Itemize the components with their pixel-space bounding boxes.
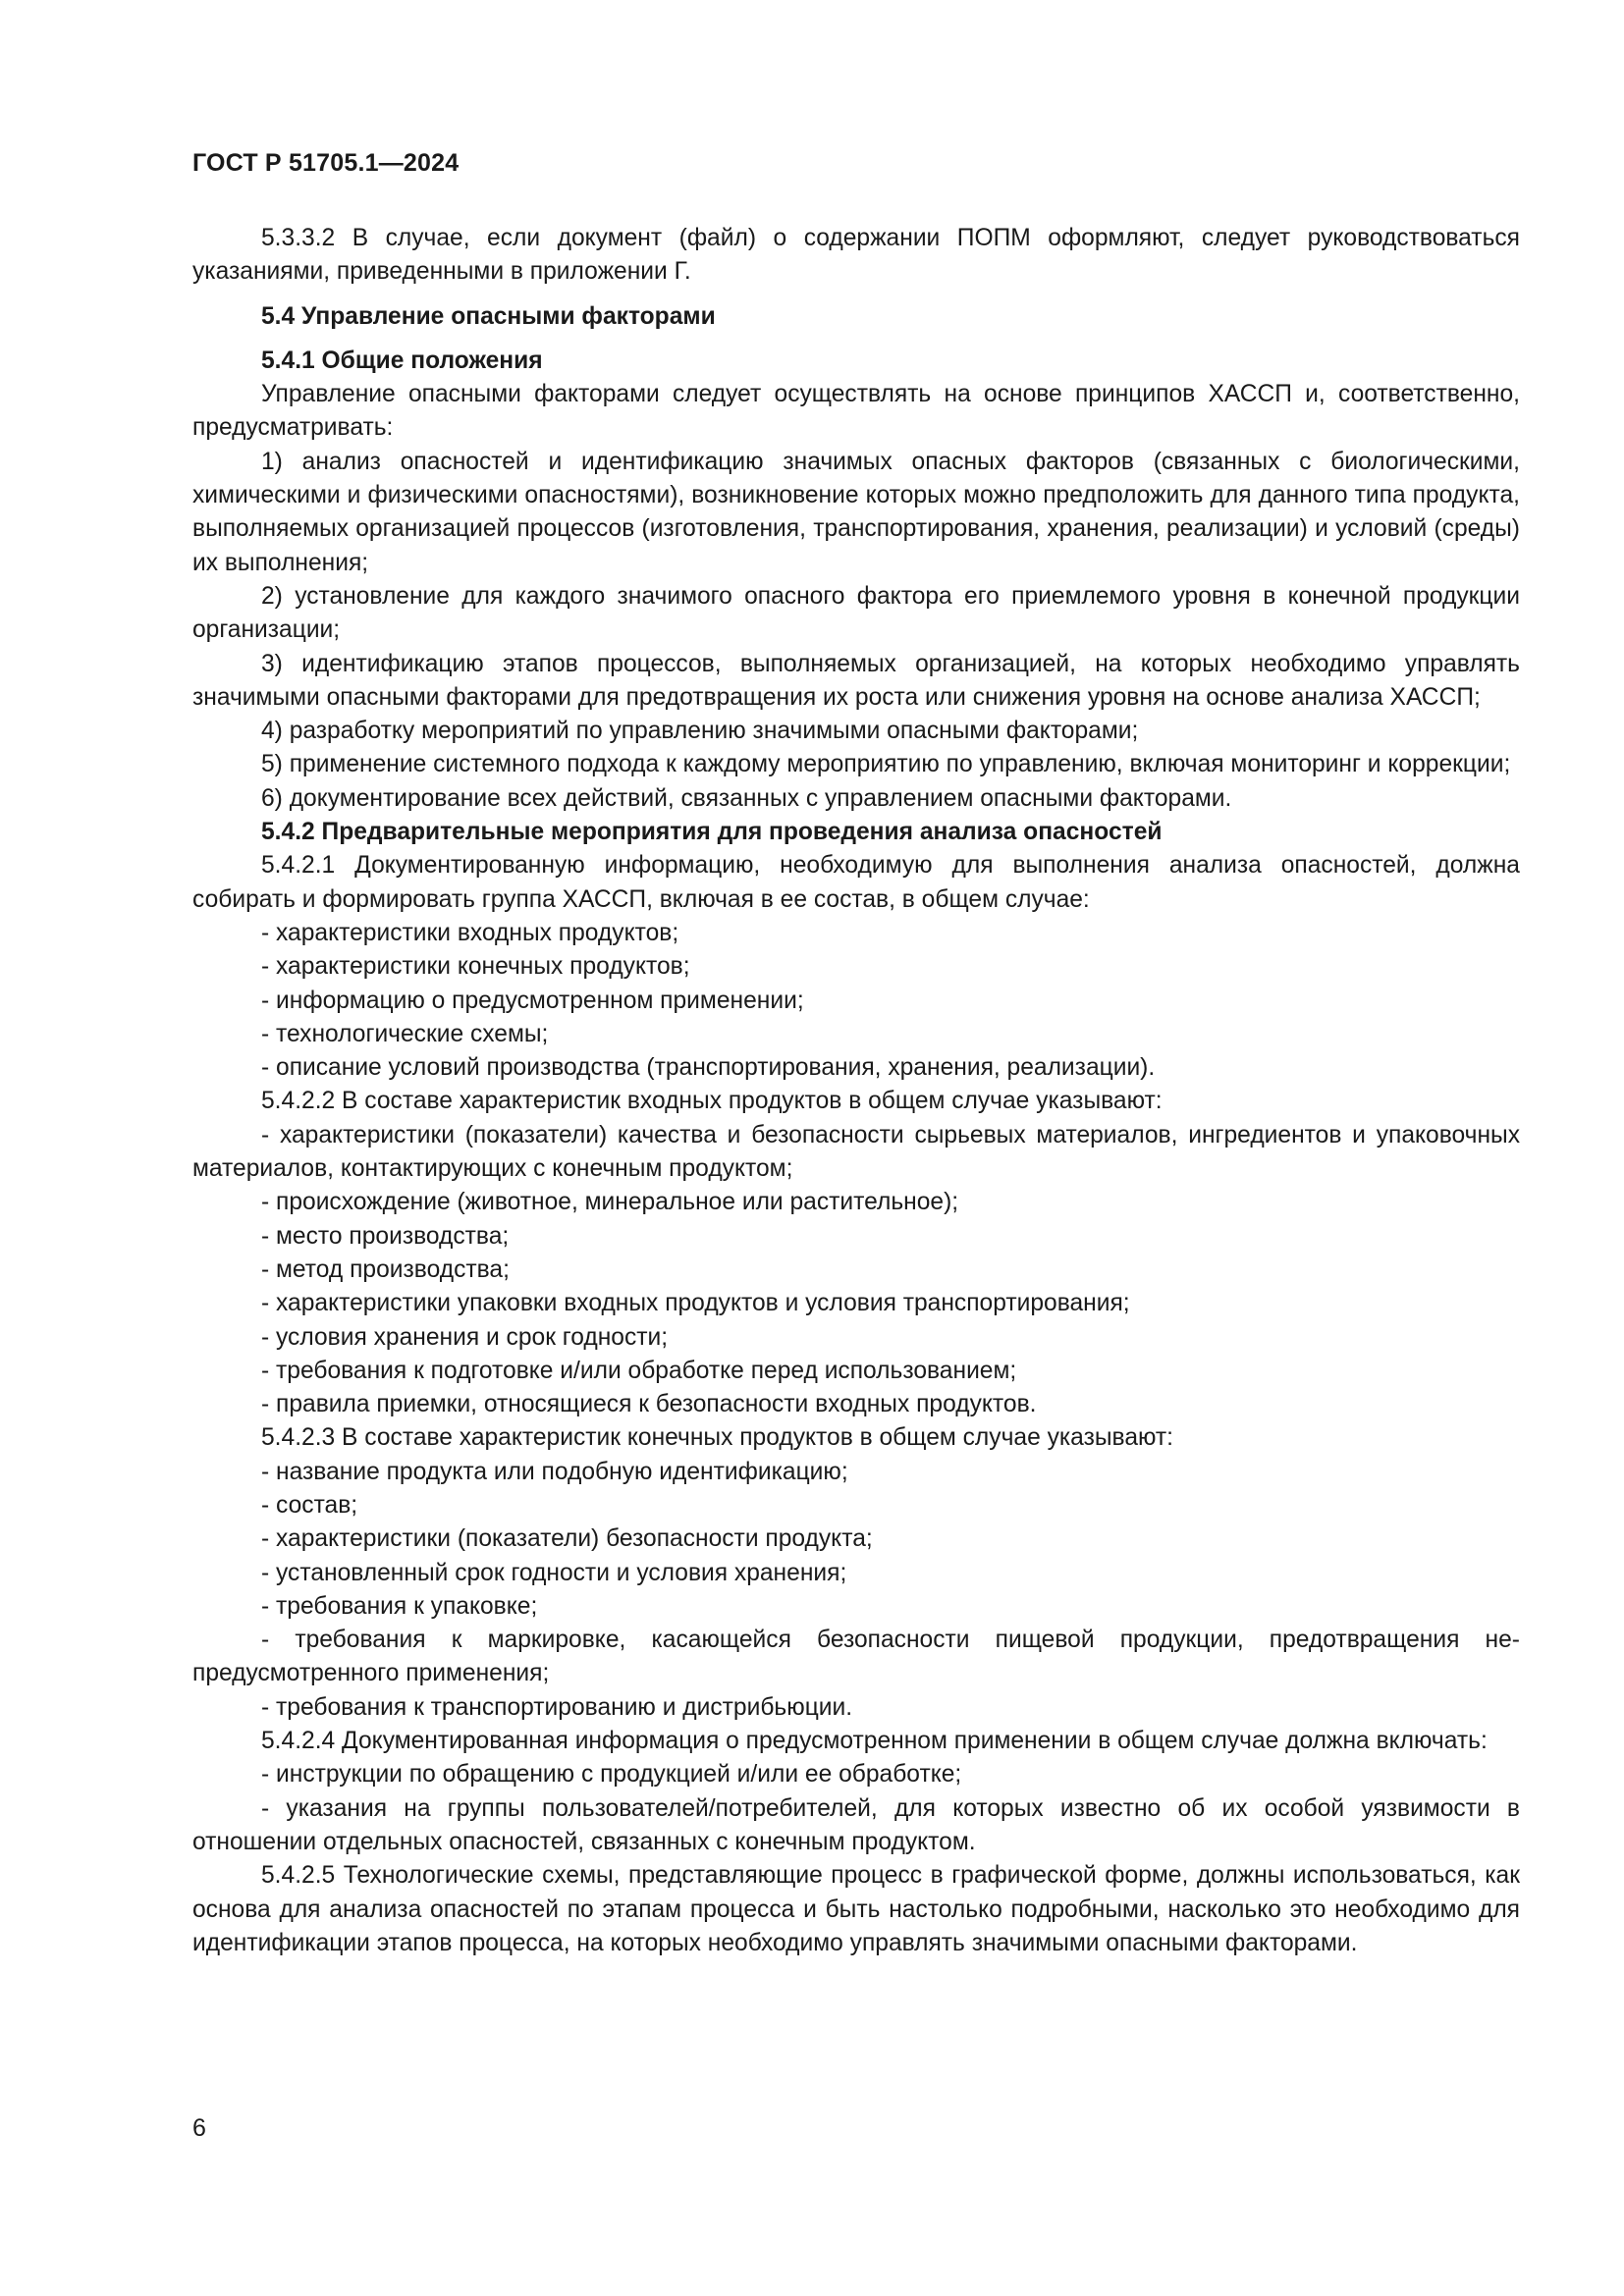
- list-item: - характеристики конечных продуктов;: [261, 953, 690, 981]
- list-item: - информацию о предусмотренном применении;: [261, 987, 804, 1014]
- list-item: 4) разработку мероприятий по управлению значимыми опасными факторами;: [261, 718, 1139, 745]
- list-item: - описание условий производства (транспортирования, хранения, реализации).: [261, 1054, 1156, 1082]
- list-item: - происхождение (животное, минеральное или растительное);: [261, 1189, 959, 1216]
- list-item: - характеристики входных продуктов;: [261, 919, 679, 946]
- list-item: - требования к маркировке, касающейся безопасности пищевой продукции, предотвращения непредусмотренного применения;: [192, 1627, 1520, 1687]
- list-item: 1) анализ опасностей и идентификацию значимых опасных факторов (связанных с биологическими, химическими и физическими опасностями), возникновение которых можно предположить для данного типа продукта, выполняемых организацией процессов (изготовления, транспортирования, хранения, реализации) и условий (среды) их выполнения;: [192, 448, 1520, 576]
- paragraph: 5.4.2.5 Технологические схемы, представляющие процесс в графической форме, должны использоваться, как основа для анализа опасностей по этапам процесса и быть настолько подробными, насколько это необходимо для идентификации этапов процесса, на которых необходимо управлять значимыми опасными факторами.: [192, 1862, 1520, 1956]
- list-item: 2) установление для каждого значимого опасного фактора его приемлемого уровня в конечной продукции организации;: [192, 582, 1520, 644]
- list-item: - указания на группы пользователей/потребителей, для которых известно об их особой уязвимости в отношении отдельных опасностей, связанных с конечным продуктом.: [192, 1794, 1520, 1855]
- list-item: - установленный срок годности и условия хранения;: [261, 1559, 847, 1586]
- subsection-heading-5-4-1: 5.4.1 Общие положения: [261, 347, 543, 374]
- list-item: - метод производства;: [261, 1255, 510, 1283]
- paragraph: Управление опасными факторами следует осуществлять на основе принципов ХАССП и, соответственно, предусматривать:: [192, 381, 1520, 442]
- list-item: - характеристики (показатели) качества и безопасности сырьевых материалов, ингредиентов и упаковочных материалов, контактирующих с конечным продуктом;: [192, 1121, 1520, 1183]
- list-item: - условия хранения и срок годности;: [261, 1323, 669, 1351]
- paragraph-5-3-3-2: 5.3.3.2 В случае, если документ (файл) о содержании ПОПМ оформляют, следует руководствоваться указаниями, приведенными в приложении Г.: [192, 225, 1520, 286]
- list-item: 6) документирование всех действий, связанных с управлением опасными факторами.: [261, 784, 1232, 812]
- list-item: - название продукта или подобную идентификацию;: [261, 1458, 848, 1485]
- paragraph: 5.4.2.1 Документированную информацию, необходимую для выполнения анализа опасностей, должна собирать и формировать группа ХАССП, включая в ее состав, в общем случае:: [192, 852, 1520, 913]
- list-item: - требования к подготовке и/или обработке перед использованием;: [261, 1357, 1017, 1384]
- document-header: ГОСТ Р 51705.1—2024: [192, 149, 460, 177]
- list-item: - место производства;: [261, 1222, 510, 1250]
- list-item: - правила приемки, относящиеся к безопасности входных продуктов.: [261, 1391, 1037, 1418]
- list-item: - характеристики упаковки входных продуктов и условия транспортирования;: [261, 1290, 1130, 1317]
- page-number: 6: [192, 2114, 206, 2142]
- list-item: - состав;: [261, 1491, 358, 1519]
- paragraph: 5.4.2.4 Документированная информация о предусмотренном применении в общем случае должна включать:: [261, 1728, 1488, 1755]
- list-item: - требования к упаковке;: [261, 1592, 538, 1620]
- list-item: - технологические схемы;: [261, 1020, 549, 1047]
- list-item: - характеристики (показатели) безопасности продукта;: [261, 1525, 873, 1553]
- list-item: 3) идентификацию этапов процессов, выполняемых организацией, на которых необходимо управлять значимыми опасными факторами для предотвращения их роста или снижения уровня на основе анализа ХАССП;: [192, 650, 1520, 711]
- paragraph: 5.4.2.3 В составе характеристик конечных продуктов в общем случае указывают:: [261, 1424, 1174, 1452]
- document-body: [192, 222, 1520, 1960]
- list-item: 5) применение системного подхода к каждому мероприятию по управлению, включая мониторинг и коррекции;: [261, 751, 1511, 778]
- list-item: - инструкции по обращению с продукцией и/или ее обработке;: [261, 1761, 962, 1789]
- section-heading-5-4: 5.4 Управление опасными факторами: [261, 302, 716, 330]
- subsection-heading-5-4-2: 5.4.2 Предварительные мероприятия для проведения анализа опасностей: [261, 819, 1163, 846]
- paragraph: 5.4.2.2 В составе характеристик входных продуктов в общем случае указывают:: [261, 1088, 1163, 1115]
- list-item: - требования к транспортированию и дистрибьюции.: [261, 1693, 853, 1721]
